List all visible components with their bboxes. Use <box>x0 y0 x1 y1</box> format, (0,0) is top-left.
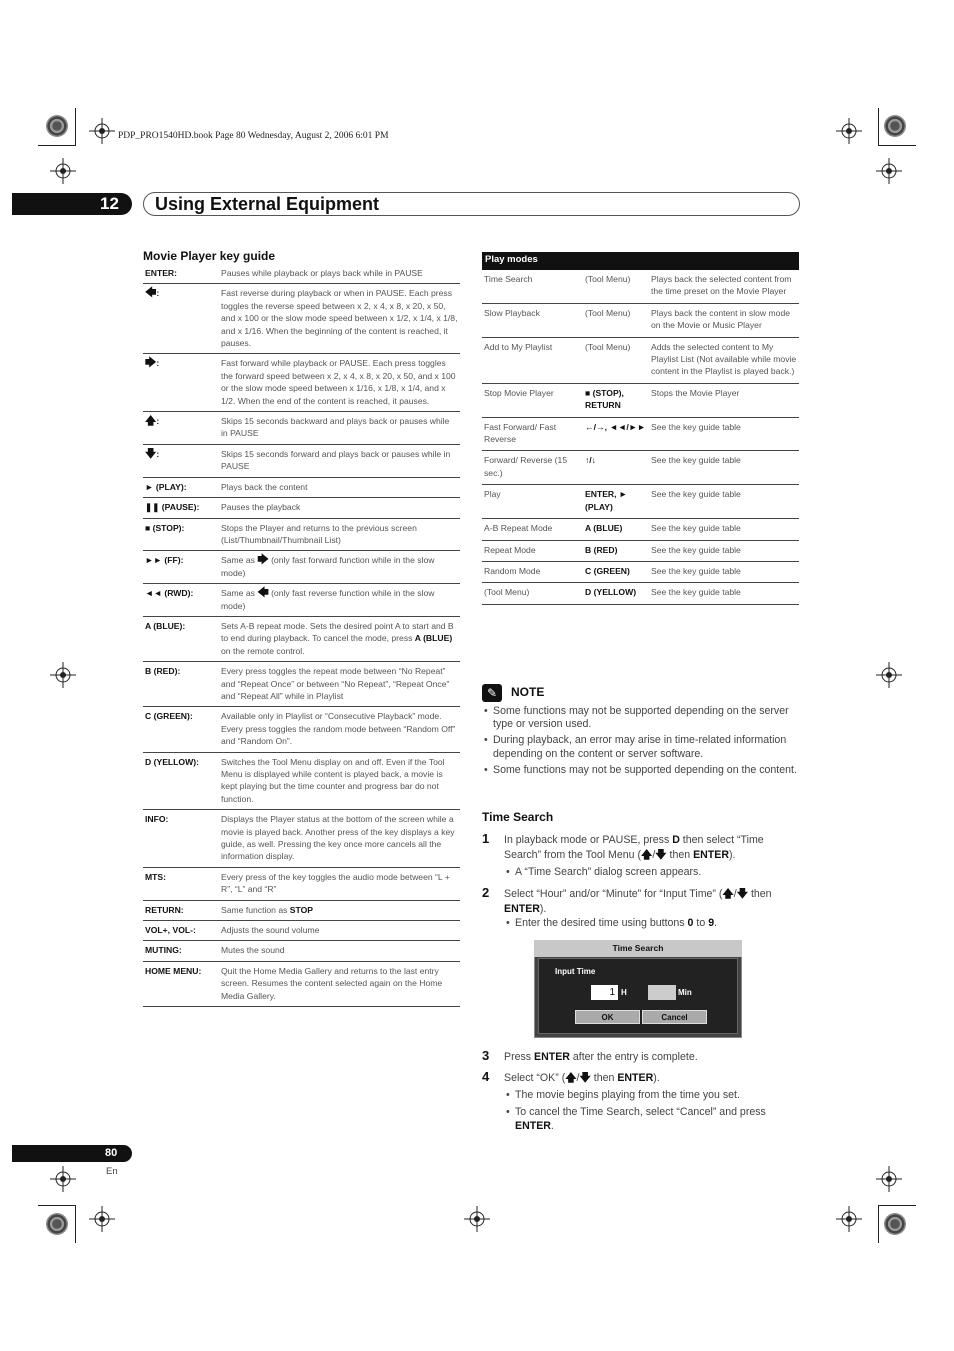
step-1-sub: • A “Time Search” dialog screen appears. <box>506 866 800 880</box>
play-mode-desc: Plays back the content in slow mode on the Movie or Music Player <box>649 303 799 337</box>
play-mode-row <box>482 540 799 561</box>
key-description: Pauses the playback <box>219 498 460 518</box>
key-guide-row <box>143 810 460 868</box>
play-mode-row <box>482 561 799 582</box>
key-description: Adjusts the sound volume <box>219 921 460 941</box>
arrow-up-icon: 🡅 <box>145 415 157 428</box>
registration-mark-icon <box>464 1206 490 1232</box>
crop-mark <box>38 145 76 146</box>
color-registration-mark <box>46 1213 68 1235</box>
key-description: Skips 15 seconds backward and plays back or pauses while in PAUSE <box>219 412 460 445</box>
play-mode-desc: See the key guide table <box>649 451 799 485</box>
key-guide-row <box>143 752 460 810</box>
play-modes-heading: Play modes <box>482 252 799 270</box>
arrow-left-icon: 🡄 <box>145 287 157 300</box>
key-name: RETURN: <box>143 900 219 920</box>
step-1: 1 In playback mode or PAUSE, press D then select “Time Search” from the Tool Menu (🡅/🡇 then ENTER). <box>482 831 764 861</box>
arrow-right-icon: 🡆 <box>145 357 157 370</box>
key-guide-row <box>143 941 460 961</box>
minute-input[interactable] <box>648 985 676 1000</box>
key-guide-row <box>143 354 460 412</box>
key-description: Every press toggles the repeat mode between “No Repeat” and “Repeat Once” or between “No Repeat”, “Repeat Once” and “Repeat All” while in Playlist <box>219 662 460 707</box>
registration-mark-icon <box>836 1206 862 1232</box>
note-item: • Some functions may not be supported depending on the server type or version used. <box>484 705 800 731</box>
registration-mark-icon <box>876 158 902 184</box>
step-2-sub: • Enter the desired time using buttons 0 to 9. <box>506 917 800 931</box>
key-description: Mutes the sound <box>219 941 460 961</box>
step-number: 3 <box>482 1048 490 1063</box>
arrow-down-icon: 🡇 <box>655 849 667 861</box>
key-name: C (GREEN): <box>143 707 219 752</box>
page-language: En <box>106 1166 118 1177</box>
arrow-up-icon: 🡅 <box>641 849 653 861</box>
step-2: 2 Select “Hour” and/or “Minute” for “Input Time” (🡅/🡇 then ENTER). <box>482 885 772 915</box>
key-guide-row <box>143 444 460 477</box>
key-description: Fast reverse during playback or when in PAUSE. Each press toggles the reverse speed between x 2, x 4, x 8, x 20, x 50, and x 100 or the slow mode speed between x 1/2, x 1/4, x 1/8, and x 1/16. When the beginning of the content is reached, it pauses. <box>219 284 460 354</box>
key-name: 🡇: <box>143 444 219 477</box>
play-mode-mode: Stop Movie Player <box>482 383 583 417</box>
key-guide-row <box>143 477 460 497</box>
key-name: ■ (STOP): <box>143 518 219 551</box>
play-mode-row <box>482 417 799 451</box>
play-mode-desc: See the key guide table <box>649 561 799 582</box>
registration-mark-icon <box>89 1206 115 1232</box>
dialog-title: Time Search <box>534 940 742 957</box>
crop-mark <box>75 108 76 146</box>
key-description: Same as 🡆 (only fast forward function while in the slow mode) <box>219 551 460 584</box>
key-description: Every press of the key toggles the audio mode between “L + R”, “L” and “R” <box>219 867 460 900</box>
play-mode-mode: Play <box>482 485 583 519</box>
play-mode-row <box>482 270 799 303</box>
play-mode-key: (Tool Menu) <box>583 270 649 303</box>
key-name: MTS: <box>143 867 219 900</box>
play-mode-row <box>482 337 799 383</box>
hour-unit-label: H <box>621 988 627 997</box>
page-number: 80 <box>105 1147 118 1159</box>
note-item: • During playback, an error may arise in time-related information depending on the content or server software. <box>484 734 800 760</box>
color-registration-mark <box>884 1213 906 1235</box>
key-guide-row <box>143 662 460 707</box>
arrow-down-icon: 🡇 <box>579 1072 591 1084</box>
crop-mark <box>38 1205 76 1206</box>
key-description: Plays back the content <box>219 477 460 497</box>
key-guide-row <box>143 551 460 584</box>
crop-mark <box>75 1205 76 1243</box>
key-name: HOME MENU: <box>143 961 219 1006</box>
key-guide-row <box>143 707 460 752</box>
key-name: ◄◄ (RWD): <box>143 584 219 617</box>
play-mode-mode: Time Search <box>482 270 583 303</box>
play-mode-key: A (BLUE) <box>583 519 649 540</box>
key-description: Pauses while playback or plays back while in PAUSE <box>219 264 460 284</box>
play-mode-mode: Forward/ Reverse (15 sec.) <box>482 451 583 485</box>
crop-mark <box>878 1205 879 1243</box>
crop-mark <box>878 108 879 146</box>
key-description: Sets A-B repeat mode. Sets the desired point A to start and B to end during playback. To cancel the mode, press A (BLUE) on the remote control. <box>219 616 460 661</box>
key-guide-row <box>143 961 460 1006</box>
key-description: Same as 🡄 (only fast reverse function while in the slow mode) <box>219 584 460 617</box>
play-mode-key: C (GREEN) <box>583 561 649 582</box>
key-guide-row <box>143 921 460 941</box>
registration-mark-icon <box>836 118 862 144</box>
play-mode-desc: See the key guide table <box>649 485 799 519</box>
key-description: Fast forward while playback or PAUSE. Each press toggles the forward speed between x 2, x 4, x 8, x 20, x 50, and x 100 or the slow mode speed between x 1/16, x 1/8, x 1/4, and x 1/2. When the end of the content is reached, it pauses. <box>219 354 460 412</box>
note-pencil-icon: ✎ <box>482 684 502 702</box>
minute-unit-label: Min <box>678 988 692 997</box>
key-guide-row <box>143 900 460 920</box>
key-name: B (RED): <box>143 662 219 707</box>
key-name: D (YELLOW): <box>143 752 219 810</box>
play-mode-row <box>482 303 799 337</box>
key-name: A (BLUE): <box>143 616 219 661</box>
play-mode-key: (Tool Menu) <box>583 337 649 383</box>
key-guide-row <box>143 498 460 518</box>
key-guide-table <box>143 264 460 1007</box>
play-mode-desc: See the key guide table <box>649 417 799 451</box>
key-description: Displays the Player status at the bottom of the screen while a movie is played back. Another press of the key displays a key guide, as well. Pressing the key once more cancels all the information display. <box>219 810 460 868</box>
play-modes-table <box>482 270 799 605</box>
key-name: 🡆: <box>143 354 219 412</box>
key-description: Stops the Player and returns to the previous screen (List/Thumbnail/Thumbnail List) <box>219 518 460 551</box>
key-description: Switches the Tool Menu display on and off. Even if the Tool Menu is displayed while content is played back, a movie is kept playing but the time counter and progress bar do not function. <box>219 752 460 810</box>
color-registration-mark <box>884 115 906 137</box>
play-mode-key: ↑/↓ <box>583 451 649 485</box>
key-guide-row <box>143 412 460 445</box>
note-item: • Some functions may not be supported depending on the content. <box>484 764 800 777</box>
key-guide-row <box>143 584 460 617</box>
key-name: ►► (FF): <box>143 551 219 584</box>
arrow-down-icon: 🡇 <box>736 888 748 900</box>
play-mode-desc: See the key guide table <box>649 519 799 540</box>
step-4: 4 Select “OK” (🡅/🡇 then ENTER). <box>482 1069 660 1084</box>
registration-mark-icon <box>89 118 115 144</box>
key-guide-row <box>143 518 460 551</box>
key-name: INFO: <box>143 810 219 868</box>
arrow-up-icon: 🡅 <box>565 1072 577 1084</box>
key-guide-row <box>143 867 460 900</box>
registration-mark-icon <box>50 662 76 688</box>
play-mode-desc: See the key guide table <box>649 540 799 561</box>
key-name: VOL+, VOL-: <box>143 921 219 941</box>
key-guide-row <box>143 284 460 354</box>
key-guide-row <box>143 616 460 661</box>
key-name: ► (PLAY): <box>143 477 219 497</box>
book-info-line: PDP_PRO1540HD.book Page 80 Wednesday, August 2, 2006 6:01 PM <box>118 131 389 141</box>
play-mode-key: (Tool Menu) <box>583 303 649 337</box>
key-description: Quit the Home Media Gallery and returns to the last entry screen. Resumes the content selected again on the Home Media Gallery. <box>219 961 460 1006</box>
play-mode-desc: Adds the selected content to My Playlist List (Not available while movie content in the Playlist is played back.) <box>649 337 799 383</box>
chapter-title: Using External Equipment <box>155 194 380 214</box>
registration-mark-icon <box>50 158 76 184</box>
play-mode-row <box>482 485 799 519</box>
key-description: Same function as STOP <box>219 900 460 920</box>
key-description: Available only in Playlist or “Consecutive Playback” mode. Every press toggles the random mode between “Random Off” and “Random On”. <box>219 707 460 752</box>
play-mode-mode: Slow Playback <box>482 303 583 337</box>
note-title: NOTE <box>511 685 545 699</box>
play-mode-desc: Stops the Movie Player <box>649 383 799 417</box>
play-mode-mode: Repeat Mode <box>482 540 583 561</box>
play-mode-key: ENTER, ► (PLAY) <box>583 485 649 519</box>
key-description: Skips 15 seconds forward and plays back or pauses while in PAUSE <box>219 444 460 477</box>
play-mode-mode: Add to My Playlist <box>482 337 583 383</box>
chapter-number: 12 <box>100 194 119 213</box>
note-list <box>484 705 800 780</box>
play-mode-row <box>482 583 799 604</box>
color-registration-mark <box>46 115 68 137</box>
arrow-right-icon: 🡆 <box>257 554 269 567</box>
key-name: 🡄: <box>143 284 219 354</box>
key-name: ❚❚ (PAUSE): <box>143 498 219 518</box>
input-time-label: Input Time <box>555 967 596 976</box>
play-mode-mode: (Tool Menu) <box>482 583 583 604</box>
cancel-button[interactable]: Cancel <box>642 1010 707 1024</box>
registration-mark-icon <box>876 1166 902 1192</box>
step-4-sub: • To cancel the Time Search, select “Cancel” and press ENTER. <box>506 1106 800 1133</box>
step-number: 1 <box>482 831 490 846</box>
play-mode-mode: Fast Forward/ Fast Reverse <box>482 417 583 451</box>
play-mode-key: B (RED) <box>583 540 649 561</box>
play-mode-desc: Plays back the selected content from the time preset on the Movie Player <box>649 270 799 303</box>
play-mode-row <box>482 519 799 540</box>
step-3: 3 Press ENTER after the entry is complete. <box>482 1048 698 1063</box>
registration-mark-icon <box>50 1166 76 1192</box>
arrow-left-icon: 🡄 <box>257 587 269 600</box>
play-mode-desc: See the key guide table <box>649 583 799 604</box>
step-number: 2 <box>482 885 490 900</box>
play-mode-mode: A-B Repeat Mode <box>482 519 583 540</box>
key-name: ENTER: <box>143 264 219 284</box>
time-search-heading: Time Search <box>482 810 554 824</box>
play-mode-row <box>482 383 799 417</box>
key-name: 🡅: <box>143 412 219 445</box>
play-mode-row <box>482 451 799 485</box>
key-guide-row <box>143 264 460 284</box>
ok-button[interactable]: OK <box>575 1010 640 1024</box>
registration-mark-icon <box>876 662 902 688</box>
crop-mark <box>878 1205 916 1206</box>
key-guide-heading: Movie Player key guide <box>143 249 276 263</box>
key-name: MUTING: <box>143 941 219 961</box>
play-mode-mode: Random Mode <box>482 561 583 582</box>
arrow-down-icon: 🡇 <box>145 447 157 460</box>
play-mode-key: D (YELLOW) <box>583 583 649 604</box>
arrow-up-icon: 🡅 <box>722 888 734 900</box>
step-number: 4 <box>482 1069 490 1084</box>
play-mode-key: ←/→, ◄◄/►► <box>583 417 649 451</box>
play-mode-key: ■ (STOP), RETURN <box>583 383 649 417</box>
crop-mark <box>878 145 916 146</box>
step-4-sub: • The movie begins playing from the time you set. <box>506 1089 800 1103</box>
hour-input[interactable]: 1 <box>591 985 618 1000</box>
